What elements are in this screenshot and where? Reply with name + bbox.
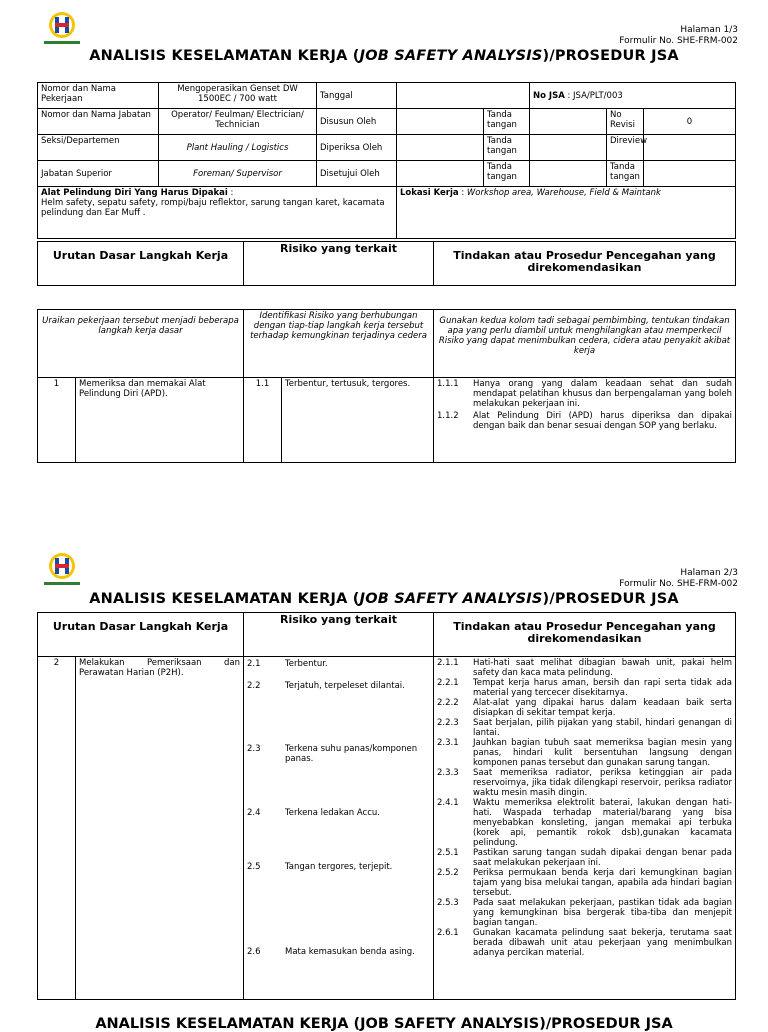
- value-nama-pekerjaan: Mengoperasikan Genset DW 1500EC / 700 watt: [159, 83, 317, 109]
- step-description: Melakukan Pemeriksaan dan Perawatan Harian (P2H).: [76, 657, 244, 1000]
- action-text: Alat Pelindung Diri (APD) harus diperiksa dan dipakai dengan baik dan benar sesuai dengan SOP yang berlaku.: [473, 411, 732, 431]
- value-tanggal[interactable]: [397, 83, 530, 109]
- document-title: ANALISIS KESELAMATAN KERJA (JOB SAFETY ANALYSIS)/PROSEDUR JSA: [89, 48, 679, 64]
- risk-item: 2.6 Mata kemasukan benda asing.: [247, 947, 415, 957]
- value-jabatan-superior: Foreman/ Supervisor: [159, 161, 317, 187]
- action-number: 1.1.1: [437, 379, 459, 389]
- value-direview[interactable]: [644, 135, 736, 161]
- label-tanda-tangan: Tanda tangan: [607, 161, 644, 187]
- label-disetujui: Disetujui Oleh: [317, 161, 397, 187]
- guide-risiko: Identifikasi Risiko yang berhubungan dengan tiap-tiap langkah kerja tersebut terhadap kemungkinan terjadinya cedera: [244, 310, 434, 378]
- header-risiko: Risiko yang terkait: [244, 613, 434, 657]
- apd-label: Alat Pelindung Diri Yang Harus Dipakai: [41, 188, 228, 198]
- label-seksi: Seksi/Departemen: [38, 135, 159, 161]
- company-logo: [36, 10, 88, 50]
- page-number-info: [619, 25, 738, 47]
- halaman-label: Halaman 2/3: [680, 568, 738, 578]
- risks-cell: [244, 657, 434, 1000]
- risk-number: 1.1: [244, 378, 282, 463]
- jsa-steps-table-page1: [37, 309, 736, 463]
- label-tanggal: Tanggal: [317, 83, 397, 109]
- action-item: 2.2.1 Tempat kerja harus aman, bersih dan rapi serta tidak ada material yang tercecer disekitarnya.: [437, 678, 732, 698]
- label-nomor-nama-pekerjaan: Nomor dan Nama Pekerjaan: [38, 83, 159, 109]
- value-disetujui[interactable]: [397, 161, 484, 187]
- guide-tindakan: Gunakan kedua kolom tadi sebagai pembimbing, tentukan tindakan apa yang perlu diambil untuk menghilangkan atau memperkecil Risiko yang dapat menimbulkan cedera, cidera atau penyakit akibat kerja: [434, 310, 736, 378]
- action-item: 2.5.1 Pastikan sarung tangan sudah dipakai dengan benar pada saat melakukan pekerjaan ini.: [437, 848, 732, 868]
- step-description: Memeriksa dan memakai Alat Pelindung Diri (APD).: [76, 378, 244, 463]
- header-urutan: Urutan Dasar Langkah Kerja: [38, 242, 244, 286]
- value-tanda-tangan[interactable]: [644, 161, 736, 187]
- value-diperiksa[interactable]: [397, 135, 484, 161]
- page-number-info: [619, 568, 738, 590]
- risk-item: 2.5 Tangan tergores, terjepit.: [247, 862, 393, 872]
- label-diperiksa: Diperiksa Oleh: [317, 135, 397, 161]
- jsa-info-table: [37, 82, 736, 239]
- action-item: 2.2.2 Alat-alat yang dipakai harus dalam keadaan baik serta disiapkan di sekitar tempat kerja.: [437, 698, 732, 718]
- action-number: 1.1.2: [437, 411, 459, 421]
- action-item: 2.5.3 Pada saat melakukan pekerjaan, pastikan tidak ada bagian yang kemungkinan bisa bergerak tiba-tiba dan menjepit bagian tangan.: [437, 898, 732, 928]
- label-no-revisi: No Revisi: [607, 109, 644, 135]
- guide-urutan: Uraikan pekerjaan tersebut menjadi beberapa langkah kerja dasar: [38, 310, 244, 378]
- apd-value: Helm safety, sepatu safety, rompi/baju reflektor, sarung tangan karet, kacamata pelindung dan Ear Muff .: [41, 198, 385, 218]
- risk-item: 2.1 Terbentur.: [247, 659, 328, 669]
- document-title: ANALISIS KESELAMATAN KERJA (JOB SAFETY ANALYSIS)/PROSEDUR JSA: [89, 591, 679, 607]
- risk-item: 2.2 Terjatuh, terpeleset dilantai.: [247, 681, 405, 691]
- label-tanda-tangan: Tanda tangan: [484, 161, 530, 187]
- halaman-label: Halaman 1/3: [680, 25, 738, 35]
- lokasi-cell: Lokasi Kerja : Workshop area, Warehouse, Field & Maintank: [397, 187, 736, 239]
- value-seksi: Plant Hauling / Logistics: [159, 135, 317, 161]
- step-number: 2: [38, 657, 76, 1000]
- header-urutan: Urutan Dasar Langkah Kerja: [38, 613, 244, 657]
- formulir-number: Formulir No. SHE-FRM-002: [619, 36, 738, 46]
- column-header-table: [37, 241, 736, 286]
- action-item: 2.5.2 Periksa permukaan benda kerja dari kemungkinan bagian tajam yang bisa melukai tangan, apabila ada hindari bagian tersebut.: [437, 868, 732, 898]
- value-tanda-tangan[interactable]: [530, 135, 607, 161]
- company-logo: [36, 551, 88, 591]
- step-number: 1: [38, 378, 76, 463]
- lokasi-label: Lokasi Kerja: [400, 188, 459, 198]
- label-jabatan-superior: Jabatan Superior: [38, 161, 159, 187]
- action-item: 2.2.3 Saat berjalan, pilih pijakan yang stabil, hindari genangan di lantai.: [437, 718, 732, 738]
- action-item: 2.6.1 Gunakan kacamata pelindung saat bekerja, terutama saat berada dibawah unit atau pekerjaan yang menimbulkan adanya percikan material.: [437, 928, 732, 958]
- label-tanda-tangan: Tanda tangan: [484, 135, 530, 161]
- value-no-revisi: 0: [644, 109, 736, 135]
- no-jsa: No JSA : JSA/PLT/003: [530, 83, 736, 109]
- header-tindakan: Tindakan atau Prosedur Pencegahan yang direkomendasikan: [434, 613, 736, 657]
- value-nama-jabatan: Operator/ Feulman/ Electrician/ Technician: [159, 109, 317, 135]
- label-direview: Direview: [607, 135, 644, 161]
- action-item: 2.3.1 Jauhkan bagian tubuh saat memeriksa bagian mesin yang panas, hindari kulit bersentuhan langsung dengan komponen panas tersebut dan gunakan sarung tangan.: [437, 738, 732, 768]
- label-tanda-tangan: Tanda tangan: [484, 109, 530, 135]
- risk-description: Terbentur, tertusuk, tergores.: [282, 378, 434, 463]
- formulir-number: Formulir No. SHE-FRM-002: [619, 579, 738, 589]
- column-header-table: [37, 612, 736, 657]
- value-tanda-tangan[interactable]: [530, 161, 607, 187]
- label-disusun: Disusun Oleh: [317, 109, 397, 135]
- lokasi-value: Workshop area, Warehouse, Field & Maintank: [466, 188, 661, 198]
- actions-cell: [434, 378, 736, 463]
- action-item: [437, 411, 732, 431]
- action-text: Hanya orang yang dalam keadaan sehat dan sudah mendapat pelatihan khusus dan berpengalaman yang boleh melakukan pekerjaan ini.: [473, 379, 732, 409]
- jsa-steps-table-page2: [37, 656, 736, 1000]
- action-item: 2.1.1 Hati-hati saat melihat dibagian bawah unit, pakai helm safety dan kaca mata pelindung.: [437, 658, 732, 678]
- value-tanda-tangan[interactable]: [530, 109, 607, 135]
- page3-title-partial: ANALISIS KESELAMATAN KERJA (JOB SAFETY ANALYSIS)/PROSEDUR JSA: [95, 1016, 673, 1032]
- action-item: 2.4.1 Waktu memeriksa elektrolit baterai, lakukan dengan hati-hati. Waspada terhadap material/barang yang bisa menyebabkan konsleting, jangan memakai api terbuka (korek api, pemantik rokok dsb),gunakan kacamata pelindung.: [437, 798, 732, 848]
- risk-item: 2.4 Terkena ledakan Accu.: [247, 808, 380, 818]
- value-disusun[interactable]: [397, 109, 484, 135]
- header-tindakan: Tindakan atau Prosedur Pencegahan yang direkomendasikan: [434, 242, 736, 286]
- label-nomor-nama-jabatan: Nomor dan Nama Jabatan: [38, 109, 159, 135]
- actions-cell: [434, 657, 736, 1000]
- apd-cell: Alat Pelindung Diri Yang Harus Dipakai : Helm safety, sepatu safety, rompi/baju reflektor, sarung tangan karet, kacamata pelindung dan Ear Muff .: [38, 187, 397, 239]
- risk-item: 2.3 Terkena suhu panas/komponen panas.: [247, 744, 418, 764]
- header-risiko: Risiko yang terkait: [244, 242, 434, 286]
- action-item: [437, 379, 732, 409]
- action-item: 2.3.3 Saat memeriksa radiator, periksa ketinggian air pada reservoirnya, jika tidak dilengkapi reservoir, periksa radiator waktu mesin masih dingin.: [437, 768, 732, 798]
